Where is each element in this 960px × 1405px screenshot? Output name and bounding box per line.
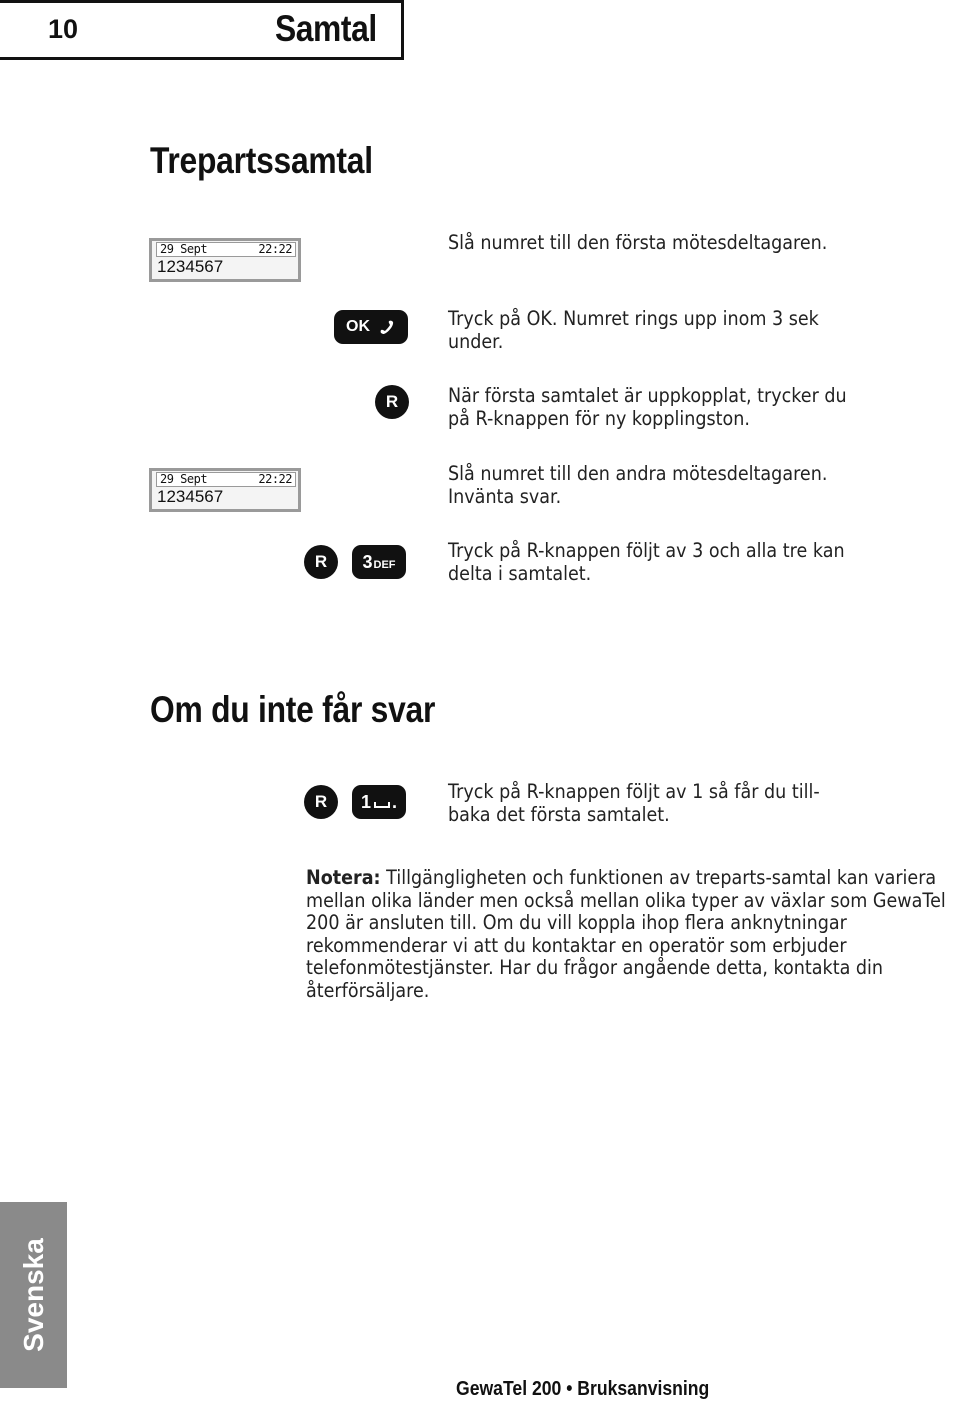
r-key: R <box>375 385 409 419</box>
step-text: Tryck på R-knappen följt av 3 och alla tre kan delta i samtalet. <box>448 539 845 585</box>
display-status-bar <box>156 242 296 257</box>
display-date: 29 Sept <box>160 472 208 486</box>
phone-display <box>149 468 301 512</box>
key-digit: 1 <box>360 791 371 812</box>
key-symbol: . <box>392 791 398 812</box>
note-label: Notera: <box>306 866 381 889</box>
key-letters: DEF <box>373 558 396 571</box>
section-title-trepartssamtal: Trepartssamtal <box>150 140 373 181</box>
display-number: 1234567 <box>157 257 224 276</box>
chapter-title: Samtal <box>275 8 377 49</box>
step-text: Tryck på OK. Numret rings upp inom 3 sek under. <box>448 307 819 353</box>
ok-key <box>334 310 408 344</box>
key-1 <box>352 785 406 819</box>
note-paragraph <box>306 867 954 1003</box>
key-digit: 3 <box>362 551 373 572</box>
r-key: R <box>304 785 338 819</box>
space-icon <box>374 801 390 809</box>
section-title-om-du-inte-far-svar: Om du inte får svar <box>150 689 436 730</box>
note-text: Tillgängligheten och funktionen av treparts-samtal kan variera mellan olika länder men också mellan olika typer av växlar som GewaTel 200 är ansluten till. Om du vill koppla ihop flera anknytningar rekommenderar vi att du kontaktar en operatör som erbjuder telefonmötestjänster. Har du frågor angående detta, kontakta din återförsäljare. <box>306 866 946 1002</box>
phone-display <box>149 238 301 282</box>
phone-handset-icon <box>378 318 396 336</box>
page-footer: GewaTel 200 • Bruksanvisning <box>456 1378 710 1400</box>
page-number: 10 <box>48 14 79 44</box>
display-number: 1234567 <box>157 487 224 506</box>
display-date: 29 Sept <box>160 242 208 256</box>
display-time: 22:22 <box>258 242 292 256</box>
ok-key-label: OK <box>346 318 370 335</box>
language-tab-label: Svenska <box>17 1238 49 1352</box>
language-tab <box>0 1202 67 1388</box>
step-text: Slå numret till den första mötesdeltagaren. <box>448 231 828 254</box>
step-text: När första samtalet är uppkopplat, trycker du på R-knappen för ny kopplingston. <box>448 384 847 430</box>
key-3-def <box>352 545 406 579</box>
r-key: R <box>304 545 338 579</box>
display-time: 22:22 <box>258 472 292 486</box>
step-text: Slå numret till den andra mötesdeltagaren. Invänta svar. <box>448 462 828 508</box>
step-text: Tryck på R-knappen följt av 1 så får du till-baka det första samtalet. <box>448 780 820 826</box>
display-status-bar <box>156 472 296 487</box>
